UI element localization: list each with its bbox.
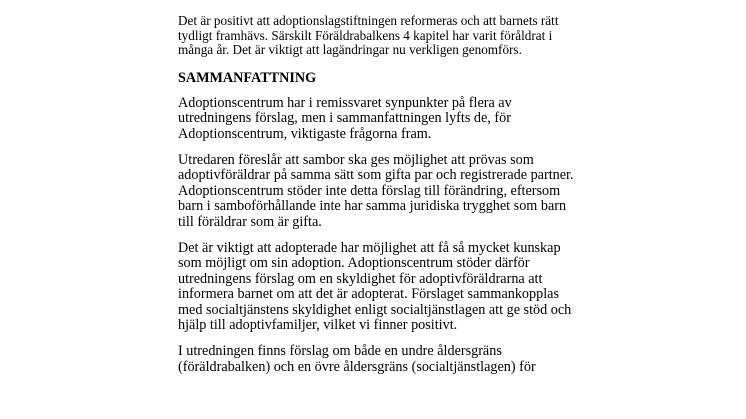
text-line: utredningens förslag om en skyldighet för adoptivföräldrarna att (178, 270, 543, 287)
intro-paragraph (178, 14, 648, 58)
text-line: med socialtjänstens skyldighet enligt socialtjänstlagen att ge stöd och (178, 301, 572, 318)
summary-paragraph-4 (178, 344, 648, 375)
summary-paragraph-2 (178, 153, 648, 230)
summary-paragraph-3 (178, 241, 648, 333)
text-line: tydligt framhävs. Särskilt Föräldrabalkens 4 kapitel har varit föråldrat i (178, 27, 553, 43)
text-line: Utredaren föreslår att sambor ska ges möjlighet att prövas som (178, 152, 534, 168)
text-line: Det är viktigt att adopterade har möjlighet att få så mycket kunskap (178, 240, 561, 257)
summary-paragraph-1 (178, 96, 648, 142)
text-line: informera barnet om att det är adopterat. Förslaget sammankopplas (178, 286, 559, 303)
text-line: utredningens förslag, men i sammanfattningen lyfts de, för (178, 110, 511, 127)
text-line: till föräldrar som är gifta. (178, 213, 322, 230)
text-line: (föräldrabalken) och en övre åldersgräns (socialtjänstlagen) för (178, 358, 536, 375)
text-line: adoptivföräldrar på samma sätt som gifta par och registrerade partner. (178, 167, 574, 184)
text-line: Adoptionscentrum, viktigaste frågorna fram. (178, 125, 432, 142)
text-line: Adoptionscentrum har i remissvaret synpunkter på flera av (178, 94, 512, 111)
text-line: Adoptionscentrum stöder inte detta förslag till förändring, eftersom (178, 182, 561, 199)
document-page (178, 14, 648, 375)
text-line: I utredningen finns förslag om både en undre åldersgräns (178, 343, 502, 360)
text-line: som möjligt om sin adoption. Adoptionscentrum stöder därför (178, 255, 530, 272)
section-heading: SAMMANFATTNING (178, 69, 317, 86)
text-line: hjälp till adoptivfamiljer, vilket vi finner positivt. (178, 317, 458, 334)
text-line: barn i samboförhållande inte har samma juridiska trygghet som barn (178, 198, 567, 215)
text-line: många år. Det är viktigt att lagändringar nu verkligen genomförs. (178, 42, 522, 58)
text-line: Det är positivt att adoptionslagstiftningen reformeras och att barnets rätt (178, 13, 559, 28)
